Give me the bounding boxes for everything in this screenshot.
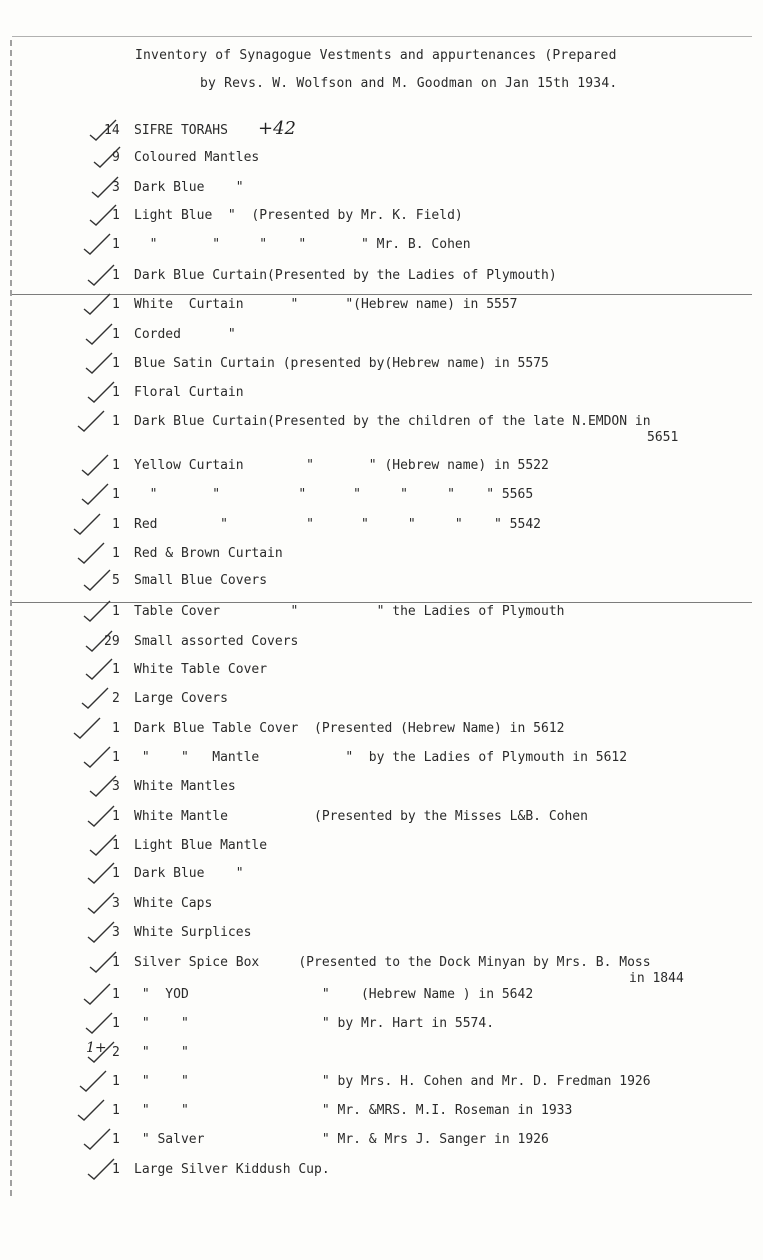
checkmark-icon <box>80 687 110 709</box>
item-description: White Mantles <box>134 779 236 794</box>
inventory-row <box>0 123 763 147</box>
inventory-row <box>0 1103 763 1127</box>
checkmark-icon <box>72 513 102 535</box>
item-quantity: 1 <box>112 1074 120 1089</box>
item-description: " " " Mr. &MRS. M.I. Roseman in 1933 <box>134 1103 573 1118</box>
checkmark-icon <box>76 1099 106 1121</box>
item-description: " " " " " Mr. B. Cohen <box>134 237 471 252</box>
inventory-row <box>0 356 763 380</box>
item-quantity: 3 <box>112 925 120 940</box>
inventory-row <box>0 180 763 204</box>
item-quantity: 29 <box>104 634 120 649</box>
item-quantity: 1 <box>112 237 120 252</box>
inventory-row <box>0 458 763 482</box>
checkmark-icon <box>80 454 110 476</box>
item-description: " Salver " Mr. & Mrs J. Sanger in 1926 <box>134 1132 549 1147</box>
inventory-row <box>0 809 763 833</box>
item-description: Dark Blue Curtain(Presented by the children of the late N.EMDON in <box>134 414 651 429</box>
item-description: Yellow Curtain " " (Hebrew name) in 5522 <box>134 458 549 473</box>
item-description: Corded " <box>134 327 236 342</box>
checkmark-icon <box>78 1070 108 1092</box>
margin-note: 1+ <box>86 1040 107 1056</box>
item-description: White Mantle (Presented by the Misses L&B. Cohen <box>134 809 588 824</box>
item-quantity: 1 <box>112 297 120 312</box>
item-quantity: 3 <box>112 180 120 195</box>
item-quantity: 1 <box>112 208 120 223</box>
inventory-row <box>0 779 763 803</box>
item-quantity: 5 <box>112 573 120 588</box>
item-quantity: 1 <box>112 955 120 970</box>
item-description: White Curtain " "(Hebrew name) in 5557 <box>134 297 518 312</box>
inventory-row <box>0 573 763 597</box>
item-description: Red " " " " " " 5542 <box>134 517 541 532</box>
inventory-row <box>0 150 763 174</box>
inventory-row <box>0 237 763 261</box>
item-description: Silver Spice Box (Presented to the Dock Minyan by Mrs. B. Moss <box>134 955 651 970</box>
inventory-row <box>0 487 763 511</box>
item-description: Small Blue Covers <box>134 573 268 588</box>
inventory-row <box>0 604 763 628</box>
item-quantity: 1 <box>112 838 120 853</box>
item-quantity: 1 <box>112 866 120 881</box>
inventory-row <box>0 1162 763 1186</box>
inventory-row <box>0 691 763 715</box>
item-description: Dark Blue " <box>134 180 244 195</box>
item-quantity: 2 <box>112 691 120 706</box>
checkmark-icon <box>82 233 112 255</box>
item-quantity: 1 <box>112 356 120 371</box>
checkmark-icon <box>82 569 112 591</box>
item-quantity: 1 <box>112 750 120 765</box>
item-quantity: 1 <box>112 546 120 561</box>
item-quantity: 1 <box>112 721 120 736</box>
checkmark-icon <box>84 658 114 680</box>
item-quantity: 14 <box>104 123 120 138</box>
item-description: Table Cover " " the Ladies of Plymouth <box>134 604 565 619</box>
item-quantity: 3 <box>112 779 120 794</box>
inventory-row <box>0 662 763 686</box>
checkmark-icon <box>82 293 112 315</box>
item-description: Dark Blue Table Cover (Presented (Hebrew Name) in 5612 <box>134 721 565 736</box>
item-description: " " " by Mr. Hart in 5574. <box>134 1016 495 1031</box>
checkmark-icon <box>82 746 112 768</box>
inventory-row <box>0 838 763 862</box>
inventory-row <box>0 987 763 1011</box>
item-quantity: 1 <box>112 987 120 1002</box>
item-description: Dark Blue Curtain(Presented by the Ladies of Plymouth) <box>134 268 557 283</box>
inventory-row <box>0 208 763 232</box>
item-quantity: 1 <box>112 268 120 283</box>
item-description: Light Blue Mantle <box>134 838 268 853</box>
handwritten-annotation: +42 <box>258 118 296 139</box>
fold-line-upper <box>12 294 752 295</box>
item-description: Floral Curtain <box>134 385 244 400</box>
inventory-row <box>0 385 763 409</box>
inventory-row <box>0 1045 763 1069</box>
item-description: " YOD " (Hebrew Name ) in 5642 <box>134 987 534 1002</box>
inventory-row <box>0 517 763 541</box>
item-description: White Caps <box>134 896 213 911</box>
item-description: SIFRE TORAHS <box>134 123 228 138</box>
inventory-row <box>0 268 763 292</box>
item-quantity: 9 <box>112 150 120 165</box>
title-line-1: Inventory of Synagogue Vestments and appurtenances (Prepared <box>135 48 617 63</box>
checkmark-icon <box>76 542 106 564</box>
inventory-row <box>0 721 763 745</box>
inventory-row <box>0 546 763 570</box>
item-quantity: 1 <box>112 487 120 502</box>
item-quantity: 1 <box>112 809 120 824</box>
item-description: Red & Brown Curtain <box>134 546 283 561</box>
item-quantity: 1 <box>112 662 120 677</box>
item-quantity: 1 <box>112 1132 120 1147</box>
inventory-row <box>0 925 763 949</box>
item-description-continuation: 5651 <box>647 430 679 445</box>
item-description: " " " " " " " 5565 <box>134 487 534 502</box>
item-quantity: 1 <box>112 1016 120 1031</box>
item-description: Dark Blue " <box>134 866 244 881</box>
inventory-row <box>0 1074 763 1098</box>
fold-line-lower <box>12 602 752 603</box>
item-description: " " Mantle " by the Ladies of Plymouth in 5612 <box>134 750 628 765</box>
item-quantity: 3 <box>112 896 120 911</box>
checkmark-icon <box>84 323 114 345</box>
item-description: Large Silver Kiddush Cup. <box>134 1162 330 1177</box>
item-quantity: 1 <box>112 604 120 619</box>
inventory-row <box>0 1016 763 1040</box>
inventory-row <box>0 297 763 321</box>
item-description: White Surplices <box>134 925 252 940</box>
checkmark-icon <box>82 600 112 622</box>
item-description-continuation: in 1844 <box>629 971 684 986</box>
inventory-row <box>0 896 763 920</box>
inventory-row <box>0 750 763 774</box>
item-description: Blue Satin Curtain (presented by(Hebrew name) in 5575 <box>134 356 549 371</box>
item-description: White Table Cover <box>134 662 268 677</box>
inventory-row <box>0 866 763 890</box>
checkmark-icon <box>84 352 114 374</box>
inventory-row <box>0 634 763 658</box>
item-quantity: 1 <box>112 414 120 429</box>
checkmark-icon <box>72 717 102 739</box>
item-quantity: 1 <box>112 385 120 400</box>
item-quantity: 1 <box>112 458 120 473</box>
item-quantity: 1 <box>112 1103 120 1118</box>
inventory-row <box>0 1132 763 1156</box>
item-quantity: 1 <box>112 517 120 532</box>
title-line-2: by Revs. W. Wolfson and M. Goodman on Jan 15th 1934. <box>200 76 618 91</box>
item-description: Light Blue " (Presented by Mr. K. Field) <box>134 208 463 223</box>
item-description: " " <box>134 1045 189 1060</box>
item-quantity: 2 <box>112 1045 120 1060</box>
inventory-row <box>0 327 763 351</box>
checkmark-icon <box>84 1012 114 1034</box>
item-description: Small assorted Covers <box>134 634 299 649</box>
item-description: Large Covers <box>134 691 228 706</box>
checkmark-icon <box>80 483 110 505</box>
item-quantity: 1 <box>112 1162 120 1177</box>
checkmark-icon <box>82 1128 112 1150</box>
checkmark-icon <box>76 410 106 432</box>
item-description: Coloured Mantles <box>134 150 260 165</box>
top-edge-mark <box>12 36 752 37</box>
item-description: " " " by Mrs. H. Cohen and Mr. D. Fredman 1926 <box>134 1074 651 1089</box>
checkmark-icon <box>82 983 112 1005</box>
item-quantity: 1 <box>112 327 120 342</box>
